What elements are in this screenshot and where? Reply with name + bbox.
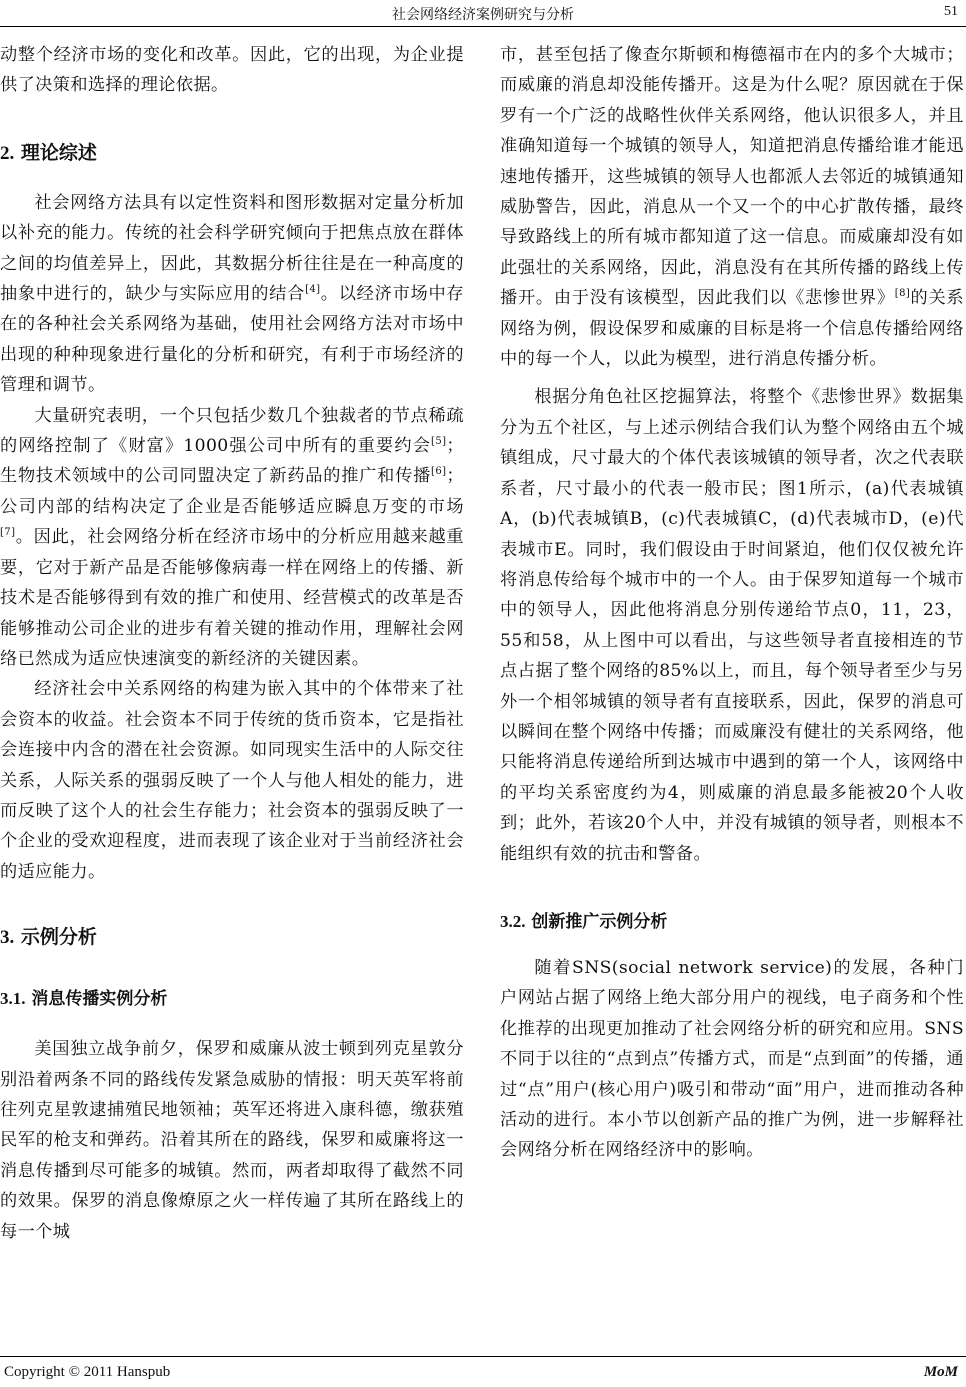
copyright-notice: Copyright © 2011 Hanspub (4, 1364, 171, 1380)
section-3-1-title: 消息传播实例分析 (31, 989, 168, 1010)
paragraph-theory-2 (0, 401, 464, 675)
section-3-2-title: 创新推广示例分析 (531, 911, 668, 932)
paragraph-text: ；生物技术领域中的公司同盟决定了新药品的推广和传播 (0, 436, 464, 487)
paragraph-text: 市，甚至包括了像查尔斯顿和梅德福市在内的多个大城市；而威廉的消息却没能传播开。这是为什么呢？原因就在于保罗有一个广泛的战略性伙伴关系网络，他认识很多人，并且准确知道每一个城镇的领导人，知道把消息传播给谁才能迅速地传播开，这些城镇的领导人也都派人去邻近的城镇通知威胁警告，因此，消息从一个又一个的中心扩散传播，最终导致路线上的所有城市都知道了这一信息。而威廉却没有如此强壮的关系网络，因此，消息没有在其所传播的路线上传播开。由于没有该模型，因此我们以《悲惨世界》 (500, 45, 964, 309)
citation-6: [6] (431, 466, 447, 478)
paragraph-text: 。因此，社会网络分析在经济市场中的分析应用越来越重要，它对于新产品是否能够像病毒一样在网络上的传播、新技术是否能够得到有效的推广和使用、经营模式的改革是否能够推动公司企业的进步有着关键的推动作用，理解社会网络已然成为适应快速演变的新经济的关键因素。 (0, 527, 464, 669)
citation-5: [5] (431, 436, 447, 448)
section-3-1-number: 3.1. (0, 989, 26, 1009)
section-3-title: 示例分析 (20, 926, 97, 949)
paragraph-innovation: 随着SNS(social network service)的发展，各种门户网站占据了网络上绝大部分用户的视线，电子商务和个性化推荐的出现更加推动了社会网络分析的研究和应用。SNS不同于以往的“点到点”传播方式，而是“点到面”的传播，通过“点”用户(核心用户)吸引和带动“面”用户，进而推动各种活动的进行。本小节以创新产品的推广为例，进一步解释社会网络分析在网络经济中的影响。 (500, 957, 964, 1161)
paragraph-continued: 动整个经济市场的变化和改革。因此，它的出现，为企业提供了决策和选择的理论依据。 (0, 45, 464, 96)
journal-abbreviation: MoM (923, 1364, 958, 1380)
paragraph-text: 大量研究表明，一个只包括少数几个独裁者的节点稀疏的网络控制了《财富》1000强公司中所有的重要约会 (0, 405, 464, 457)
paragraph-example-2: 根据分角色社区挖掘算法，将整个《悲惨世界》数据集分为五个社区，与上述示例结合我们认为整个网络由五个城镇组成，尺寸最大的个体代表该城镇的领导者，次之代表联系者，尺寸最小的代表一般市民；图1所示，(a)代表城镇A，(b)代表城镇B，(c)代表城镇C，(d)代表城市D，(e)代表城市E。同时，我们假设由于时间紧迫，他们仅仅被允许将消息传给每个城市中的一个人。由于保罗知道每一个城市中的领导人，因此他将消息分别传递给节点0，11，23，55和58，从上图中可以看出，与这些领导者直接相连的节点占据了整个网络的85%以上，而且，每个领导者至少与另外一个相邻城镇的领导者有直接联系，因此，保罗的消息可以瞬间在整个网络中传播；而威廉没有健壮的关系网络，他只能将消息传递给所到达城市中遇到的第一个人，该网络中的平均关系密度约为4，则威廉的消息最多能被20个人收到；此外，若该20个人中，并没有城镇的领导者，则根本不能组织有效的抗击和警备。 (500, 387, 964, 864)
running-title: 社会网络经济案例研究与分析 (392, 7, 574, 23)
paragraph-text: 社会网络方法具有以定性资料和图形数据对定量分析加以补充的能力。传统的社会科学研究倾向于把焦点放在群体之间的均值差异上，因此，其数据分析往往是在一种高度的抽象中进行的，缺少与实际应用的结合 (0, 192, 464, 305)
section-3-number: 3. (0, 927, 15, 949)
page-number: 51 (944, 4, 958, 19)
page-header (0, 0, 966, 27)
section-2-heading (0, 139, 464, 168)
section-2-number: 2. (0, 142, 15, 164)
right-column (500, 40, 964, 1350)
paragraph-theory-1 (0, 188, 464, 401)
paragraph-text: 的关系网络为例，假设保罗和威廉的目标是将一个信息传播给网络中的每一个人，以此为模型，进行消息传播分析。 (500, 288, 964, 370)
page-footer (0, 1356, 966, 1387)
citation-4: [4] (305, 284, 321, 296)
section-3-2-heading (500, 909, 964, 935)
left-column (0, 40, 464, 1350)
paragraph-text: ；公司内部的结构决定了企业是否能够适应瞬息万变的市场 (0, 466, 464, 517)
citation-7: [7] (0, 527, 16, 539)
paragraph-theory-3: 经济社会中关系网络的构建为嵌入其中的个体带来了社会资本的收益。社会资本不同于传统的货币资本，它是指社会连接中内含的潜在社会资源。如同现实生活中的人际交往关系，人际关系的强弱反映了一个人与他人相处的能力，进而反映了这个人的社会生存能力；社会资本的强弱反映了一个企业的受欢迎程度，进而表现了该企业对于当前经济社会的适应能力。 (0, 679, 464, 882)
section-3-heading (0, 923, 464, 952)
citation-8: [8] (894, 288, 911, 300)
section-2-title: 理论综述 (20, 141, 97, 164)
paragraph-example-1: 美国独立战争前夕，保罗和威廉从波士顿到列克星敦分别沿着两条不同的路线传发紧急威胁的情报：明天英军将前往列克星敦逮捕殖民地领袖；英军还将进入康科德，缴获殖民军的枪支和弹药。沿着其所在的路线，保罗和威廉将这一消息传播到尽可能多的城镇。然而，两者却取得了截然不同的效果。保罗的消息像燎原之火一样传遍了其所在路线上的每一个城 (0, 1039, 464, 1242)
section-3-1-heading (0, 986, 464, 1012)
section-3-2-number: 3.2. (500, 911, 526, 931)
paragraph-example-continued (500, 40, 964, 374)
paragraph-text: 。以经济市场中存在的各种社会关系网络为基础，使用社会网络方法对市场中出现的种种现象进行量化的分析和研究，有利于市场经济的管理和调节。 (0, 284, 464, 396)
